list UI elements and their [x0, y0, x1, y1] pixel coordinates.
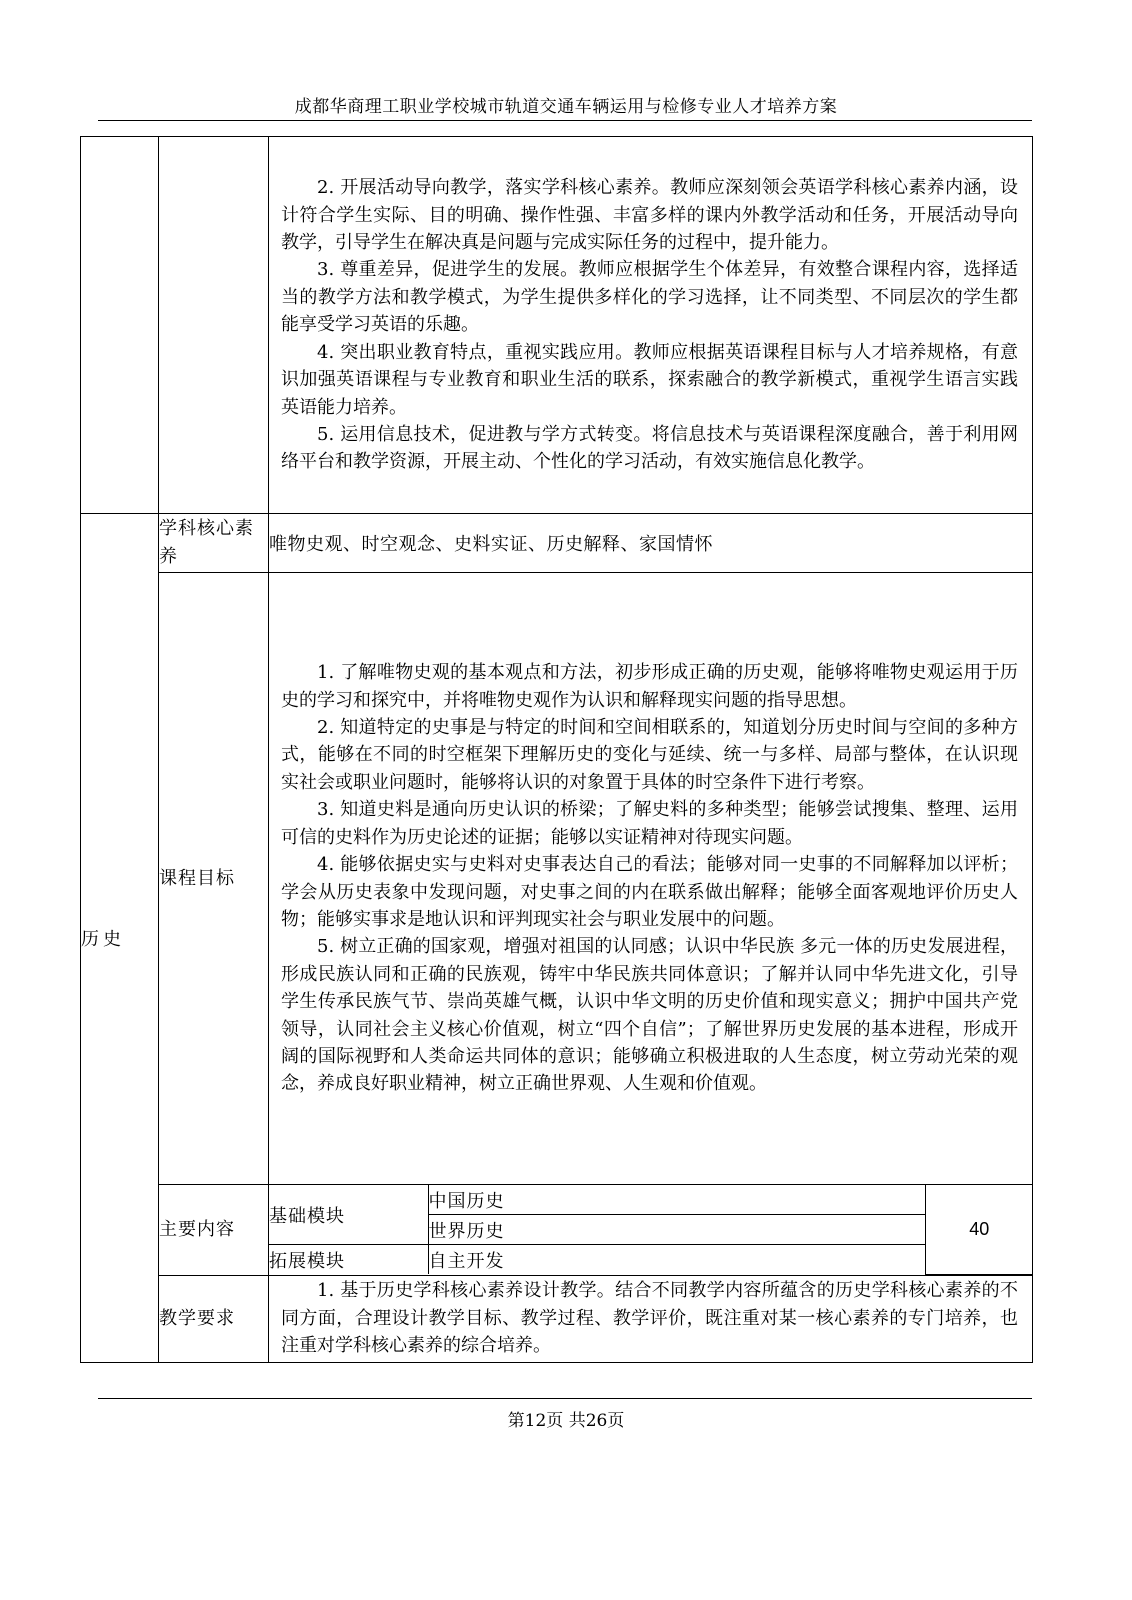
modules-cell	[269, 1185, 1033, 1276]
core-label: 学科核心素养	[159, 514, 269, 573]
paragraph: 1. 了解唯物史观的基本观点和方法，初步形成正确的历史观，能够将唯物史观运用于历史的学习和探究中，并将唯物史观作为认识和解释现实问题的指导思想。	[281, 662, 1018, 711]
paragraph: 4. 突出职业教育特点，重视实践应用。教师应根据英语课程目标与人才培养规格，有意识加强英语课程与专业教育和职业生活的联系，探索融合的教学新模式，重视学生语言实践英语能力培养。	[281, 341, 1018, 418]
paragraph: 2. 开展活动导向教学，落实学科核心素养。教师应深刻领会英语学科核心素养内涵，设计符合学生实际、目的明确、操作性强、丰富多样的课内外教学活动和任务，开展活动导向教学，引导学生在解决真是问题与完成实际任务的过程中，提升能力。	[281, 177, 1018, 254]
english-teaching-cell	[269, 137, 1033, 514]
goals-cell	[269, 573, 1033, 1185]
page-header: 成都华商理工职业学校城市轨道交通车辆运用与检修专业人才培养方案	[294, 97, 838, 117]
core-value: 唯物史观、时空观念、史料实证、历史解释、家国情怀	[269, 514, 1033, 573]
table-row	[81, 1275, 1033, 1362]
modules-table	[269, 1185, 1033, 1275]
table-row	[81, 137, 1033, 514]
hours-value: 40	[925, 1185, 1033, 1274]
subject-history: 历史	[81, 514, 159, 1363]
header-rule	[98, 120, 1032, 121]
teaching-cell	[269, 1275, 1033, 1362]
table-row	[81, 1185, 1033, 1276]
module-item: 自主开发	[428, 1245, 925, 1275]
goals-label: 课程目标	[159, 573, 269, 1185]
teaching-text	[269, 1277, 1032, 1359]
subject-cell-empty	[81, 137, 159, 514]
basic-module-label: 基础模块	[269, 1185, 428, 1245]
curriculum-table	[80, 136, 1033, 1363]
paragraph: 1. 基于历史学科核心素养设计教学。结合不同教学内容所蕴含的历史学科核心素养的不同方面，合理设计教学目标、教学过程、教学评价，既注重对某一核心素养的专门培养，也注重对学科核心素养的综合培养。	[281, 1280, 1018, 1357]
paragraph: 3. 尊重差异，促进学生的发展。教师应根据学生个体差异，有效整合课程内容，选择适当的教学方法和教学模式，为学生提供多样化的学习选择，让不同类型、不同层次的学生都能享受学习英语的乐趣。	[281, 259, 1018, 336]
paragraph: 5. 树立正确的国家观，增强对祖国的认同感；认识中华民族 多元一体的历史发展进程，形成民族认同和正确的民族观，铸牢中华民族共同体意识；了解并认同中华先进文化，引导学生传承民族气节、崇尚英雄气概，认识中华文明的历史价值和现实意义；拥护中国共产党领导，认同社会主义核心价值观，树立“四个自信”；了解世界历史发展的基本进程，形成开阔的国际视野和人类命运共同体的意识；能够确立积极进取的人生态度，树立劳动光荣的观念，养成良好职业精神，树立正确世界观、人生观和价值观。	[281, 936, 1018, 1095]
english-teaching-text	[269, 174, 1032, 475]
module-item: 中国历史	[428, 1185, 925, 1215]
label-cell-empty	[159, 137, 269, 514]
paragraph: 2. 知道特定的史事是与特定的时间和空间相联系的，知道划分历史时间与空间的多种方式，能够在不同的时空框架下理解历史的变化与延续、统一与多样、局部与整体，在认识现实社会或职业问题时，能够将认识的对象置于具体的时空条件下进行考察。	[281, 717, 1018, 793]
paragraph: 3. 知道史料是通向历史认识的桥梁；了解史料的多种类型；能够尝试搜集、整理、运用可信的史料作为历史论述的证据；能够以实证精神对待现实问题。	[281, 799, 1018, 848]
paragraph: 4. 能够依据史实与史料对史事表达自己的看法；能够对同一史事的不同解释加以评析；学会从历史表象中发现问题，对史事之间的内在联系做出解释；能够全面客观地评价历史人物；能够实事求是地认识和评判现实社会与职业发展中的问题。	[281, 854, 1018, 930]
table-row	[81, 514, 1033, 573]
content-label: 主要内容	[159, 1185, 269, 1276]
ext-module-label: 拓展模块	[269, 1245, 428, 1275]
paragraph: 5. 运用信息技术，促进教与学方式转变。将信息技术与英语课程深度融合，善于利用网络平台和教学资源，开展主动、个性化的学习活动，有效实施信息化教学。	[281, 423, 1018, 473]
table-row	[81, 573, 1033, 1185]
module-item: 世界历史	[428, 1215, 925, 1245]
footer-rule	[98, 1398, 1032, 1399]
teaching-label: 教学要求	[159, 1275, 269, 1362]
goals-text	[269, 659, 1032, 1098]
page-number: 第12页 共26页	[507, 1411, 625, 1431]
